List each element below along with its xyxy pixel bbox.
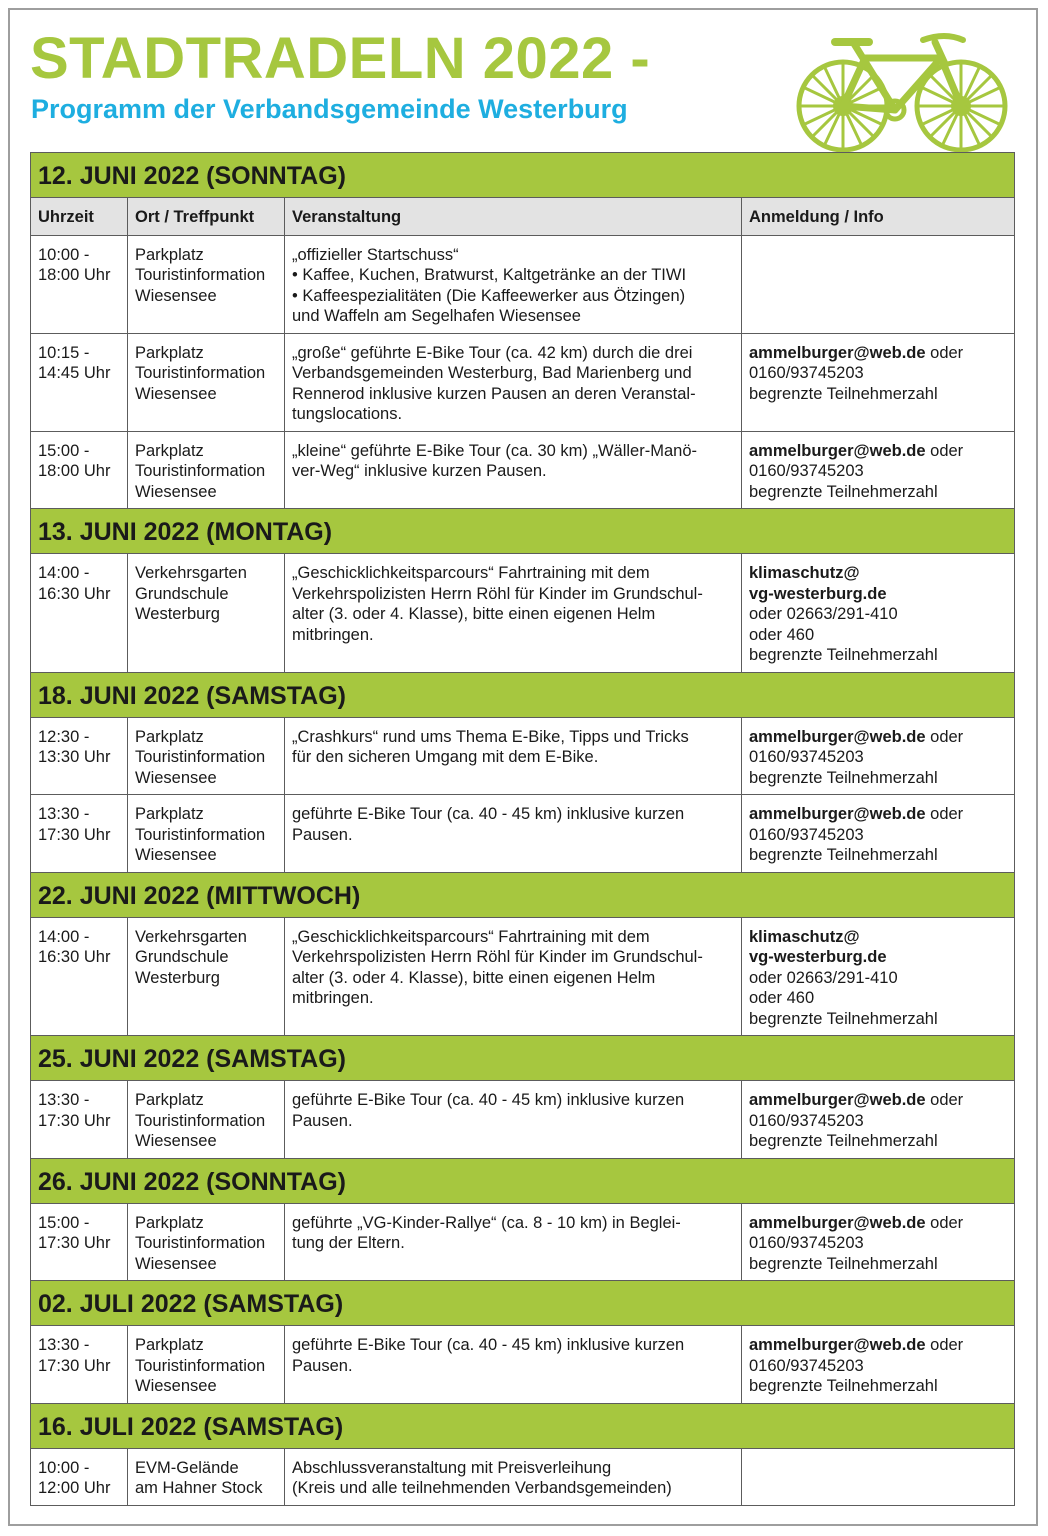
place-line: am Hahner Stock — [135, 1479, 263, 1497]
time-line: 10:00 - — [38, 1458, 90, 1477]
day-date: 02. JULI 2022 (SAMSTAG) — [31, 1281, 1015, 1326]
info-cell — [742, 1448, 1015, 1505]
place-line: Touristinformation — [135, 1234, 266, 1252]
time-cell — [31, 1203, 128, 1281]
contact-email: klimaschutz@ — [749, 564, 860, 582]
info-line: begrenzte Teilnehmerzahl — [749, 1254, 938, 1273]
info-line: 0160/93745203 — [749, 748, 864, 766]
time-line: 10:00 - — [38, 245, 90, 264]
contact-email: vg-westerburg.de — [749, 584, 887, 603]
place-cell — [128, 1203, 285, 1281]
contact-suffix: oder — [925, 441, 964, 460]
table-row — [31, 235, 1015, 333]
place-cell — [128, 917, 285, 1036]
page-subtitle: Programm der Verbandsgemeinde Westerburg — [31, 94, 628, 124]
day-header-row — [31, 872, 1015, 917]
info-cell — [742, 717, 1015, 795]
time-line: 17:30 Uhr — [38, 1356, 111, 1375]
place-line: Wiesensee — [135, 286, 217, 305]
day-date: 18. JUNI 2022 (SAMSTAG) — [31, 672, 1015, 717]
time-line: 12:30 - — [38, 727, 90, 746]
time-cell — [31, 1448, 128, 1505]
time-line: 12:00 Uhr — [38, 1479, 111, 1497]
info-line: begrenzte Teilnehmerzahl — [749, 846, 938, 864]
event-line: geführte E-Bike Tour (ca. 40 - 45 km) inklusive kurzen — [292, 1336, 685, 1354]
column-header: Ort / Treffpunkt — [128, 198, 285, 236]
event-line: • Kaffeespezialitäten (Die Kaffeewerker aus Ötzingen) — [292, 286, 686, 305]
time-cell — [31, 795, 128, 873]
event-line: (Kreis und alle teilnehmenden Verbandsgemeinden) — [292, 1479, 672, 1497]
place-cell — [128, 1448, 285, 1505]
day-date: 12. JUNI 2022 (SONNTAG) — [31, 153, 1015, 198]
place-line: Parkplatz — [135, 805, 204, 823]
table-row — [31, 717, 1015, 795]
info-cell — [742, 235, 1015, 333]
time-line: 17:30 Uhr — [38, 1234, 111, 1252]
event-cell — [285, 1081, 742, 1159]
info-line: oder 02663/291-410 — [749, 968, 898, 987]
event-cell — [285, 554, 742, 673]
time-line: 17:30 Uhr — [38, 1111, 111, 1130]
table-row — [31, 917, 1015, 1036]
event-line: • Kaffee, Kuchen, Bratwurst, Kaltgetränke an der TIWI — [292, 266, 687, 284]
event-cell — [285, 1448, 742, 1505]
event-line: Abschlussveranstaltung mit Preisverleihung — [292, 1458, 612, 1477]
place-line: Touristinformation — [135, 462, 266, 480]
contact-suffix: oder — [925, 343, 964, 362]
contact-suffix: oder — [925, 727, 964, 746]
event-cell — [285, 333, 742, 431]
contact-line — [749, 441, 1008, 462]
place-line: Wiesensee — [135, 482, 217, 501]
contact-suffix: oder — [925, 1213, 964, 1232]
place-line: Grundschule — [135, 584, 229, 603]
time-cell — [31, 431, 128, 509]
place-line: Wiesensee — [135, 846, 217, 864]
day-header-row — [31, 509, 1015, 554]
time-cell — [31, 333, 128, 431]
contact-line — [749, 727, 1008, 748]
program-table — [30, 152, 1015, 1506]
place-cell — [128, 235, 285, 333]
info-line: 0160/93745203 — [749, 1234, 864, 1252]
contact-line — [749, 1090, 1008, 1111]
column-header: Veranstaltung — [285, 198, 742, 236]
time-line: 16:30 Uhr — [38, 948, 111, 966]
place-line: Parkplatz — [135, 343, 204, 362]
contact-email: ammelburger@web.de — [749, 441, 926, 460]
info-cell — [742, 1203, 1015, 1281]
time-line: 14:00 - — [38, 927, 90, 946]
info-line: begrenzte Teilnehmerzahl — [749, 768, 938, 787]
info-line: begrenzte Teilnehmerzahl — [749, 384, 938, 403]
event-line: Pausen. — [292, 1111, 353, 1130]
info-line: begrenzte Teilnehmerzahl — [749, 1009, 938, 1028]
event-line: geführte E-Bike Tour (ca. 40 - 45 km) inklusive kurzen — [292, 1091, 685, 1109]
contact-line — [749, 1213, 1008, 1234]
place-line: Wiesensee — [135, 768, 217, 787]
time-cell — [31, 717, 128, 795]
contact-email: vg-westerburg.de — [749, 948, 887, 966]
info-cell — [742, 1326, 1015, 1404]
event-line: und Waffeln am Segelhafen Wiesensee — [292, 307, 581, 325]
info-line: 0160/93745203 — [749, 825, 864, 844]
time-line: 10:15 - — [38, 343, 90, 362]
place-line: EVM-Gelände — [135, 1458, 239, 1477]
time-cell — [31, 917, 128, 1036]
place-line: Wiesensee — [135, 384, 217, 403]
event-line: „kleine“ geführte E-Bike Tour (ca. 30 km) „Wäller-Manö- — [292, 441, 697, 460]
info-cell — [742, 431, 1015, 509]
event-line: geführte „VG-Kinder-Rallye“ (ca. 8 - 10 km) in Beglei- — [292, 1213, 681, 1232]
place-line: Touristinformation — [135, 748, 266, 766]
place-cell — [128, 333, 285, 431]
page-title: STADTRADELN 2022 - — [30, 26, 651, 91]
event-line: Rennerod inklusive kurzen Pausen an deren Veranstal- — [292, 384, 696, 403]
contact-email: klimaschutz@ — [749, 927, 860, 946]
contact-suffix: oder — [925, 1336, 964, 1354]
info-line: 0160/93745203 — [749, 462, 864, 480]
event-line: Verkehrspolizisten Herrn Röhl für Kinder im Grundschul- — [292, 584, 703, 603]
event-line: alter (3. oder 4. Klasse), bitte einen eigenen Helm — [292, 968, 656, 987]
event-cell — [285, 1203, 742, 1281]
event-line: tung der Eltern. — [292, 1234, 405, 1252]
day-date: 16. JULI 2022 (SAMSTAG) — [31, 1403, 1015, 1448]
place-cell — [128, 795, 285, 873]
info-line: begrenzte Teilnehmerzahl — [749, 646, 938, 664]
program-table-body — [31, 153, 1015, 1506]
event-cell — [285, 1326, 742, 1404]
place-line: Parkplatz — [135, 1213, 204, 1232]
event-line: ver-Weg“ inklusive kurzen Pausen. — [292, 462, 547, 480]
place-line: Wiesensee — [135, 1377, 217, 1395]
event-line: tungslocations. — [292, 405, 403, 423]
info-line: begrenzte Teilnehmerzahl — [749, 1132, 938, 1150]
day-header-row — [31, 1158, 1015, 1203]
time-cell — [31, 235, 128, 333]
place-line: Wiesensee — [135, 1254, 217, 1273]
place-line: Verkehrsgarten — [135, 927, 247, 946]
day-date: 25. JUNI 2022 (SAMSTAG) — [31, 1036, 1015, 1081]
place-line: Wiesensee — [135, 1132, 217, 1150]
day-date: 26. JUNI 2022 (SONNTAG) — [31, 1158, 1015, 1203]
bicycle-icon — [795, 28, 1009, 156]
place-line: Touristinformation — [135, 266, 266, 284]
contact-line — [749, 804, 1008, 825]
table-row — [31, 554, 1015, 673]
time-cell — [31, 1081, 128, 1159]
day-date: 22. JUNI 2022 (MITTWOCH) — [31, 872, 1015, 917]
contact-line — [749, 1335, 1008, 1356]
table-row — [31, 1203, 1015, 1281]
event-line: „große“ geführte E-Bike Tour (ca. 42 km) durch die drei — [292, 343, 693, 362]
place-cell — [128, 554, 285, 673]
contact-suffix: oder — [925, 1091, 964, 1109]
event-cell — [285, 431, 742, 509]
event-line: geführte E-Bike Tour (ca. 40 - 45 km) inklusive kurzen — [292, 805, 685, 823]
contact-email: ammelburger@web.de — [749, 805, 926, 823]
place-line: Touristinformation — [135, 1111, 266, 1130]
event-line: Pausen. — [292, 825, 353, 844]
contact-email: ammelburger@web.de — [749, 343, 926, 362]
table-row — [31, 333, 1015, 431]
event-line: „offizieller Startschuss“ — [292, 245, 459, 264]
info-line: oder 02663/291-410 — [749, 605, 898, 623]
event-line: mitbringen. — [292, 625, 374, 644]
event-cell — [285, 235, 742, 333]
event-line: Verkehrspolizisten Herrn Röhl für Kinder im Grundschul- — [292, 948, 703, 966]
time-line: 16:30 Uhr — [38, 584, 111, 603]
table-row — [31, 1326, 1015, 1404]
time-line: 17:30 Uhr — [38, 825, 111, 844]
time-line: 13:30 - — [38, 805, 90, 823]
contact-email: ammelburger@web.de — [749, 1091, 926, 1109]
contact-line — [749, 343, 1008, 364]
day-header-row — [31, 153, 1015, 198]
event-line: für den sicheren Umgang mit dem E-Bike. — [292, 748, 599, 766]
place-line: Parkplatz — [135, 727, 204, 746]
time-line: 18:00 Uhr — [38, 266, 111, 284]
place-line: Touristinformation — [135, 1356, 266, 1375]
info-line: begrenzte Teilnehmerzahl — [749, 1377, 938, 1395]
place-line: Westerburg — [135, 968, 220, 987]
time-line: 13:30 - — [38, 1091, 90, 1109]
place-line: Westerburg — [135, 605, 220, 623]
event-line: alter (3. oder 4. Klasse), bitte einen eigenen Helm — [292, 605, 656, 623]
info-cell — [742, 1081, 1015, 1159]
table-row — [31, 1448, 1015, 1505]
place-line: Touristinformation — [135, 364, 266, 382]
place-line: Parkplatz — [135, 441, 204, 460]
info-line: oder 460 — [749, 989, 815, 1007]
column-header-row — [31, 198, 1015, 236]
place-cell — [128, 1081, 285, 1159]
contact-suffix: oder — [925, 805, 964, 823]
info-line: 0160/93745203 — [749, 1356, 864, 1375]
contact-email: ammelburger@web.de — [749, 1336, 926, 1354]
contact-email: ammelburger@web.de — [749, 1213, 926, 1232]
event-line: Pausen. — [292, 1356, 353, 1375]
time-line: 14:45 Uhr — [38, 364, 111, 382]
event-line: „Crashkurs“ rund ums Thema E-Bike, Tipps und Tricks — [292, 727, 689, 746]
table-row — [31, 795, 1015, 873]
place-cell — [128, 431, 285, 509]
time-cell — [31, 1326, 128, 1404]
event-line: mitbringen. — [292, 989, 374, 1007]
place-line: Parkplatz — [135, 1336, 204, 1354]
info-cell — [742, 333, 1015, 431]
column-header: Anmeldung / Info — [742, 198, 1015, 236]
place-line: Parkplatz — [135, 245, 204, 264]
place-line: Touristinformation — [135, 825, 266, 844]
event-line: „Geschicklichkeitsparcours“ Fahrtraining mit dem — [292, 927, 650, 946]
place-cell — [128, 717, 285, 795]
contact-email: ammelburger@web.de — [749, 727, 926, 746]
time-line: 13:30 Uhr — [38, 748, 111, 766]
info-cell — [742, 917, 1015, 1036]
table-row — [31, 431, 1015, 509]
contact-line — [749, 584, 1008, 605]
place-cell — [128, 1326, 285, 1404]
event-line: Verbandsgemeinden Westerburg, Bad Marienberg und — [292, 364, 692, 382]
day-header-row — [31, 1036, 1015, 1081]
column-header: Uhrzeit — [31, 198, 128, 236]
info-line: oder 460 — [749, 625, 815, 644]
time-line: 13:30 - — [38, 1336, 90, 1354]
place-line: Grundschule — [135, 948, 229, 966]
day-header-row — [31, 1403, 1015, 1448]
event-cell — [285, 917, 742, 1036]
time-line: 15:00 - — [38, 1213, 90, 1232]
place-line: Parkplatz — [135, 1091, 204, 1109]
time-cell — [31, 554, 128, 673]
time-line: 14:00 - — [38, 564, 90, 582]
info-line: 0160/93745203 — [749, 364, 864, 382]
contact-line — [749, 927, 1008, 948]
info-line: begrenzte Teilnehmerzahl — [749, 482, 938, 501]
event-line: „Geschicklichkeitsparcours“ Fahrtraining mit dem — [292, 564, 650, 582]
contact-line — [749, 563, 1008, 584]
day-header-row — [31, 672, 1015, 717]
info-cell — [742, 795, 1015, 873]
time-line: 18:00 Uhr — [38, 462, 111, 480]
info-line: 0160/93745203 — [749, 1111, 864, 1130]
table-row — [31, 1081, 1015, 1159]
info-cell — [742, 554, 1015, 673]
day-header-row — [31, 1281, 1015, 1326]
contact-line — [749, 947, 1008, 968]
event-cell — [285, 717, 742, 795]
event-cell — [285, 795, 742, 873]
time-line: 15:00 - — [38, 441, 90, 460]
day-date: 13. JUNI 2022 (MONTAG) — [31, 509, 1015, 554]
place-line: Verkehrsgarten — [135, 564, 247, 582]
